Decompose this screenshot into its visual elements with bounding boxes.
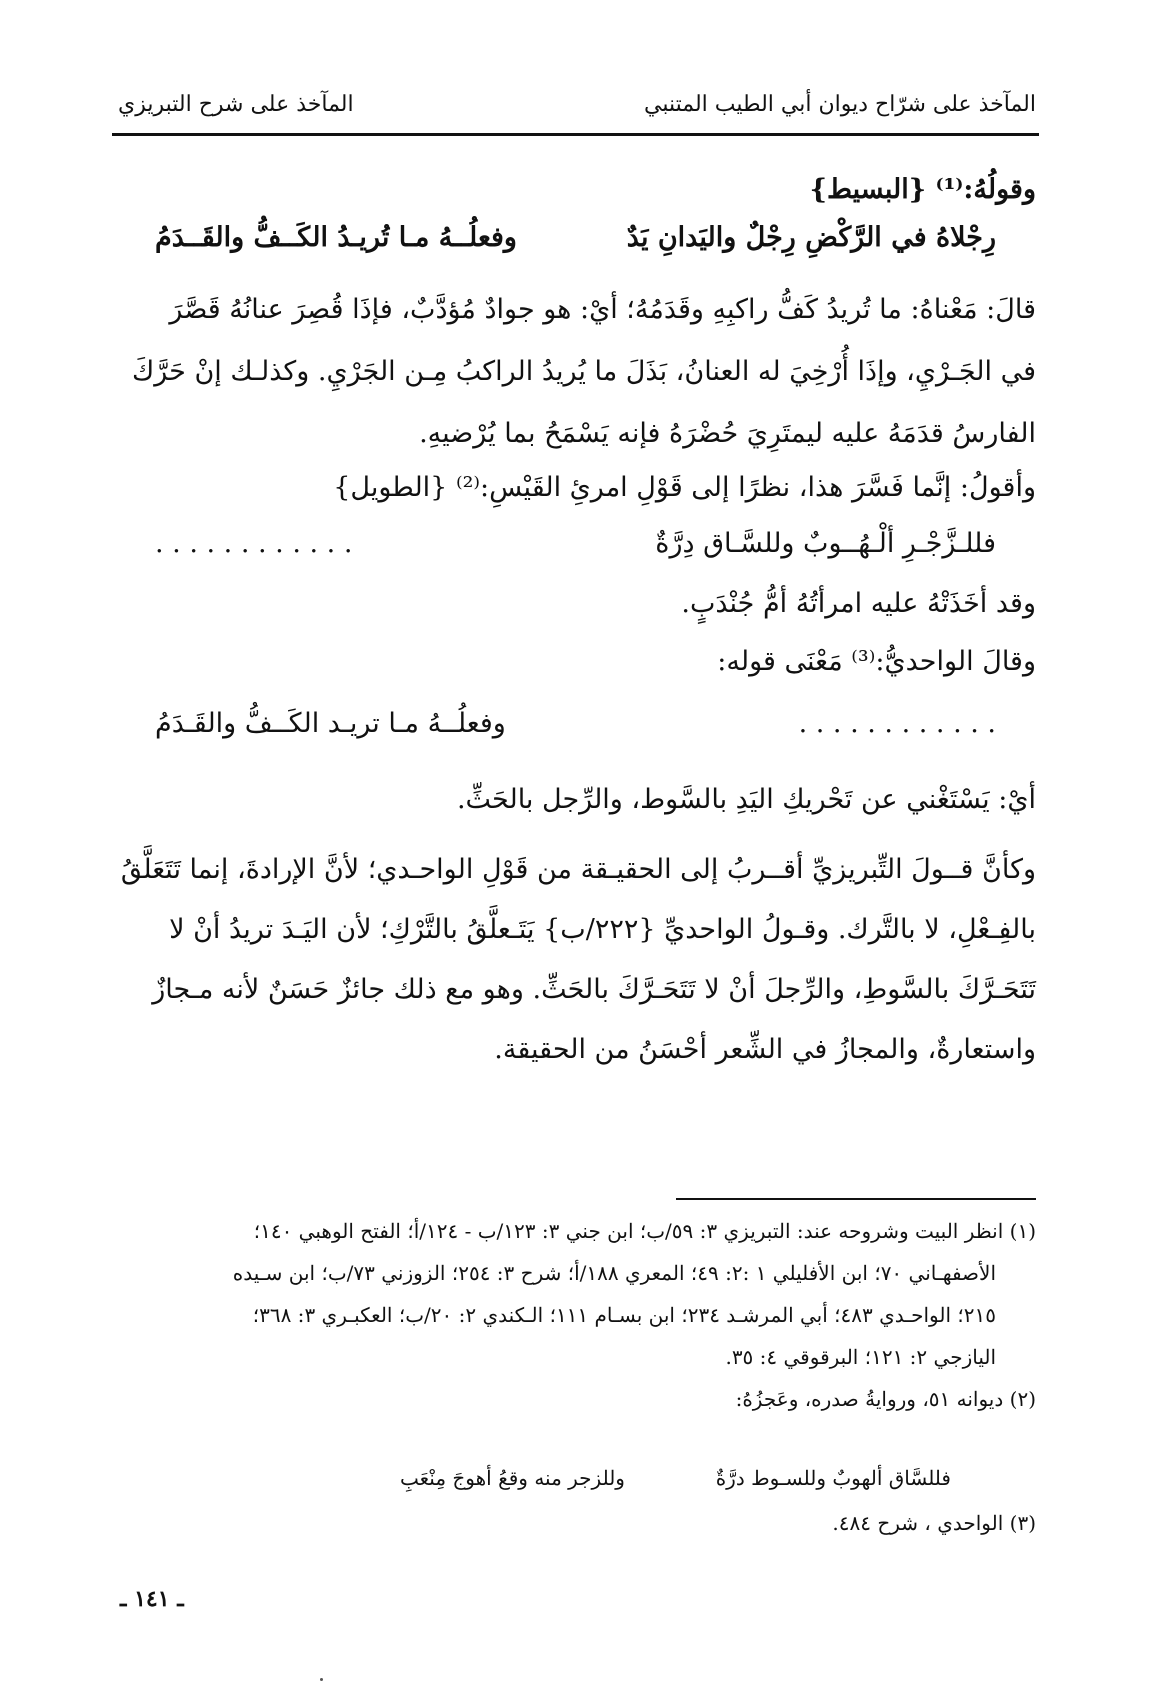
verse-2-first-hemistich: فللـزَّجْـرِ ألْـهُــوبٌ وللسَّـاق دِرَّةٌ	[655, 528, 996, 559]
paragraph-3-line-1: أيْ: يَسْتَغْني عن تَحْريكِ اليَدِ بالسَّوط، والرِّجل بالحَثِّ.	[456, 784, 1036, 815]
footnote-2-second-hemistich: وللزجر منه وقعُ أهوجَ مِنْعَبِ	[400, 1466, 625, 1490]
footnote-1-line-2: الأصفهـاني ٧٠؛ ابن الأفليلي ١ :٢: ٤٩؛ المعري ١٨٨/أ؛ شرح ٣: ٢٥٤؛ الزوزني ٧٣/ب؛ ابن سـيده	[232, 1261, 996, 1285]
verse-1	[155, 222, 996, 270]
verse-2	[155, 528, 996, 576]
verse-3	[155, 708, 996, 756]
verse-3-ellipsis: . . . . . . . . . . . .	[798, 708, 996, 739]
footnote-3-line-1: (٣) الواحدي ، شرح ٤٨٤.	[832, 1511, 1036, 1535]
verse-1-first-hemistich: رِجْلاهُ في الرَّكْضِ رِجْلٌ واليَدانِ يَدٌ	[626, 222, 996, 253]
verse-2-ellipsis: . . . . . . . . . . . .	[155, 528, 353, 559]
paragraph-4-line-1: وكأنَّ قــولَ التِّبريزيِّ أقــربُ إلى الحقيـقة من قَوْلِ الواحـدي؛ لأنَّ الإرادةَ، إنما تَتَعَلَّقُ	[120, 854, 1036, 885]
paragraph-4-line-2: بالفِـعْلِ، لا بالتَّرك. وقـولُ الواحديِّ {٢٢٢/ب} يَتَـعلَّقُ بالتَّرْكِ؛ لأن اليَـدَ تريدُ أنْ لا	[169, 914, 1036, 945]
paragraph-1-line-1: قالَ: مَعْناهُ: ما تُريدُ كَفُّ راكبِهِ وقَدَمُهُ؛ أيْ: هو جوادٌ مُؤدَّبٌ، فإذَا قُصِرَ عنانُهُ قَصَّرَ	[169, 294, 1036, 325]
paragraph-4-line-4: واستعارةٌ، والمجازُ في الشِّعر أحْسَنُ من الحقيقة.	[494, 1034, 1036, 1065]
footnote-1-line-1: (١) انظر البيت وشروحه عند: التبريزي ٣: ٥٩/ب؛ ابن جني ٣: ١٢٣/ب - ١٢٤/أ؛ الفتح الوهبي ١٤٠؛	[253, 1219, 1036, 1243]
paragraph-1-line-3: الفارسُ قدَمَهُ عليه ليمتَرِيَ حُضْرَهُ فإنه يَسْمَحُ بما يُرْضيهِ.	[419, 418, 1036, 449]
intro-line: وقولُهُ:⁽¹⁾ {البسيط}	[809, 174, 1036, 205]
running-header-section-title: المآخذ على شرح التبريزي	[118, 92, 354, 117]
footnote-separator	[676, 1198, 1036, 1200]
verse-3-second-hemistich: وفعلُــهُ مـا تريـد الكَــفُّ والقَـدَمُ	[155, 708, 506, 739]
footnote-2-line-1: (٢) ديوانه ٥١، وروايةُ صدره، وعَجزُهُ:	[735, 1387, 1036, 1411]
footnote-1-line-3: ٢١٥؛ الواحـدي ٤٨٣؛ أبي المرشـد ٢٣٤؛ ابن بسـام ١١١؛ الـكندي ٢: ٢٠/ب؛ العكبـري ٣: ٣٦٨؛	[252, 1303, 996, 1327]
paragraph-2-line-3: وقالَ الواحديُّ:⁽³⁾ مَعْنَى قوله:	[717, 646, 1036, 677]
footnote-2-first-hemistich: فللسَّاق ألهوبٌ وللسـوط درَّةٌ	[715, 1466, 951, 1490]
footnote-1-line-4: اليازجي ٢: ١٢١؛ البرقوقي ٤: ٣٥.	[725, 1345, 996, 1369]
verse-1-second-hemistich: وفعلُــهُ مـا تُريـدُ الكَــفُّ والقَــدَمُ	[155, 222, 517, 253]
scan-speck	[320, 1678, 323, 1681]
paragraph-2-line-1: وأقولُ: إنَّما فَسَّرَ هذا، نظرًا إلى قَوْلِ امرئِ القَيْسِ:⁽²⁾ {الطويل}	[333, 472, 1036, 503]
page-number: ـ ١٤١ ـ	[120, 1586, 184, 1612]
header-rule	[112, 133, 1039, 136]
paragraph-4-line-3: تَتَحَـرَّكَ بالسَّوطِ، والرِّجلَ أنْ لا تَتَحَـرَّكَ بالحَثِّ. وهو مع ذلك جائزٌ حَسَنٌ لأنه مـجازٌ	[152, 974, 1036, 1005]
paragraph-1-line-2: في الجَـرْيِ، وإذَا أُرْخِيَ له العنانُ، بَذَلَ ما يُريدُ الراكبُ مِـن الجَرْيِ. وكذلـك إنْ حَرَّكَ	[132, 356, 1036, 387]
paragraph-2-line-2: وقد أخَذَتْهُ عليه امرأتُهُ أمُّ جُنْدَبٍ.	[681, 588, 1036, 619]
running-header-book-title: المآخذ على شرّاح ديوان أبي الطيب المتنبي	[644, 92, 1036, 117]
